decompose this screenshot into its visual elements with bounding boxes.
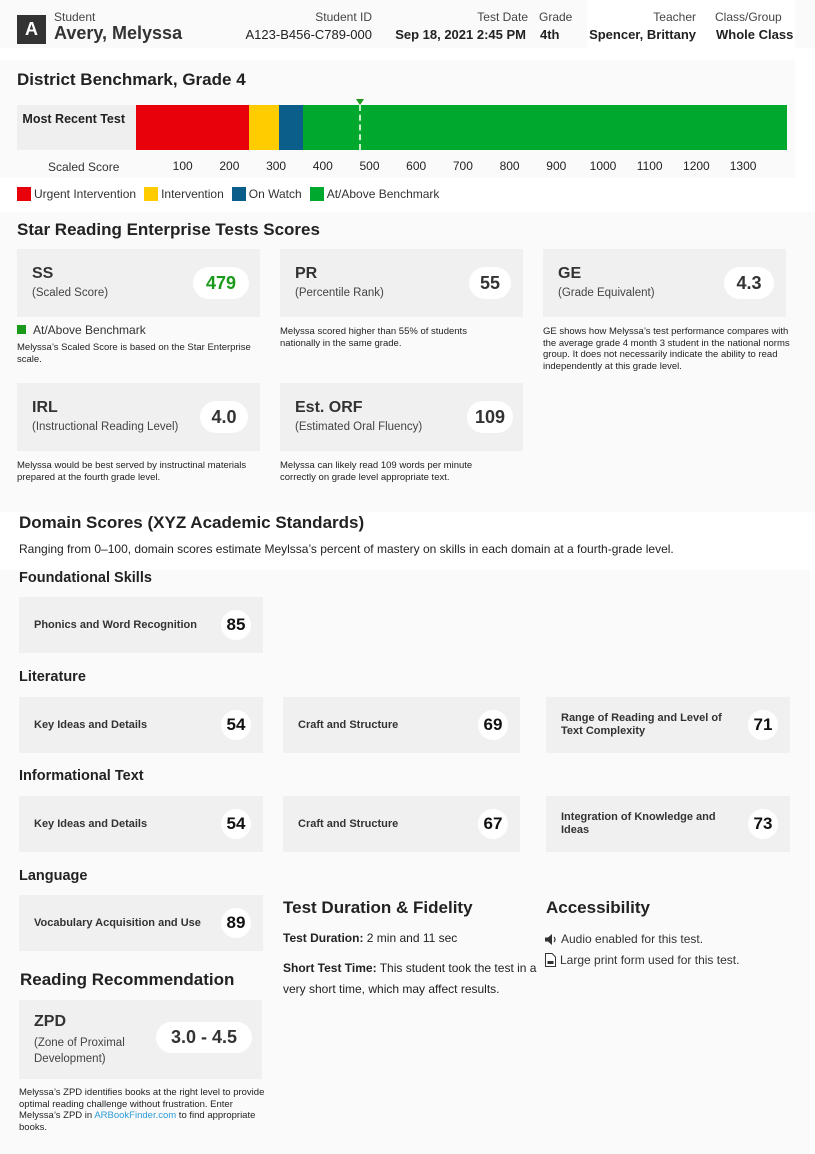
- teacher: Spencer, Brittany: [589, 27, 696, 42]
- domain-label: Integration of Knowledge and Ideas: [561, 811, 716, 836]
- domain-label: Vocabulary Acquisition and Use: [34, 916, 201, 929]
- score-note: Melyssa scored higher than 55% of students nationally in the same grade.: [280, 326, 467, 349]
- domain-description: Ranging from 0–100, domain scores estimate Meylssa’s percent of mastery on skills in each domain at a fourth-grade level.: [19, 542, 674, 556]
- score-abbr: IRL: [32, 399, 58, 416]
- score-abbr: SS: [32, 265, 54, 282]
- avatar: A: [17, 15, 46, 44]
- domain-card: [19, 796, 263, 852]
- axis-tick: 1100: [636, 159, 663, 173]
- test-date: Sep 18, 2021 2:45 PM: [395, 27, 526, 42]
- short-test-text: This student took the test in a very short time, which may affect results.: [283, 961, 537, 996]
- accessibility-text: Large print form used for this test.: [560, 953, 740, 967]
- axis-tick: 1300: [729, 159, 757, 173]
- test-date-label: Test Date: [477, 10, 528, 24]
- domain-score: 67: [478, 809, 508, 839]
- score-note: Melyssa can likely read 109 words per minute correctly on grade level appropriate text.: [280, 460, 473, 483]
- domain-card: [283, 796, 520, 852]
- on-watch-swatch: [232, 187, 246, 201]
- axis-tick: 1000: [589, 159, 617, 173]
- domain-score: 89: [221, 908, 251, 938]
- score-card-pr: [280, 249, 523, 317]
- group-title: Language: [19, 868, 88, 884]
- domain-card: [283, 697, 520, 753]
- arbookfinder-link[interactable]: ARBookFinder.com: [94, 1110, 177, 1121]
- score-value: 4.3: [724, 267, 774, 299]
- speaker-icon: [545, 934, 558, 945]
- axis-tick: 500: [359, 159, 380, 173]
- student-id-label: Student ID: [315, 10, 372, 24]
- group-title: Informational Text: [19, 768, 144, 784]
- domain-score: 69: [478, 710, 508, 740]
- zpd-value: 3.0 - 4.5: [156, 1022, 252, 1053]
- group-title: Literature: [19, 669, 86, 685]
- domain-score: 71: [748, 710, 778, 740]
- score-marker-triangle: [356, 99, 364, 105]
- grade-label: Grade: [539, 10, 573, 24]
- zpd-note-text: Melyssa’s ZPD identifies books at the right level to provide optimal reading challenge without frustration. Enter Melyssa’s ZPD in: [19, 1087, 265, 1121]
- bar-row-label: Most Recent Test: [22, 112, 125, 126]
- class-label: Class/Group: [715, 10, 782, 24]
- score-full: (Scaled Score): [32, 287, 109, 299]
- teacher-label: Teacher: [653, 10, 696, 24]
- zpd-full: [34, 1035, 125, 1067]
- benchmark-status-swatch: [17, 325, 26, 334]
- axis-tick: 200: [219, 159, 240, 173]
- axis-tick: 800: [499, 159, 520, 173]
- domain-card: [19, 697, 263, 753]
- reading-title: Reading Recommendation: [20, 970, 235, 989]
- score-full: (Grade Equivalent): [558, 287, 655, 299]
- domain-score: 73: [748, 809, 778, 839]
- domain-label: Craft and Structure: [298, 817, 399, 830]
- zpd-abbr: ZPD: [34, 1013, 66, 1030]
- domain-label: Key Ideas and Details: [34, 817, 148, 830]
- benchmark-status: At/Above Benchmark: [33, 323, 146, 337]
- domain-label: Key Ideas and Details: [34, 718, 148, 731]
- domain-label: Range of Reading and Level of Text Complexity: [561, 712, 722, 737]
- score-value: 55: [469, 267, 511, 299]
- axis-tick: 600: [406, 159, 427, 173]
- duration-label: Test Duration:: [283, 931, 364, 945]
- axis-tick: 1200: [683, 159, 710, 173]
- score-full: (Instructional Reading Level): [32, 421, 179, 433]
- score-note: GE shows how Melyssa’s test performance compares with the average grade 4 month 3 student in the national norms group. It does not necessarily indicate the ability to read independently at this grade level.: [543, 326, 790, 372]
- domain-score: 54: [221, 809, 251, 839]
- domain-card: [19, 597, 263, 653]
- score-note: Melyssa would be best served by instructinal materials prepared at the fourth grade level.: [17, 460, 247, 483]
- score-card-ge: [543, 249, 786, 317]
- score-card-ss: [17, 249, 260, 317]
- zpd-full-line1: (Zone of Proximal: [34, 1037, 125, 1049]
- axis-tick: 300: [266, 159, 287, 173]
- domain-label: Craft and Structure: [298, 718, 399, 731]
- short-test-note: [283, 958, 538, 1000]
- benchmark-title: District Benchmark, Grade 4: [17, 70, 246, 89]
- short-test-label: Short Test Time:: [283, 961, 377, 975]
- benchmark-swatch: [310, 187, 324, 201]
- legend-label: Urgent Intervention: [34, 187, 137, 201]
- duration-title: Test Duration & Fidelity: [283, 898, 473, 917]
- large-print-icon: [545, 953, 556, 967]
- intervention-swatch: [144, 187, 158, 201]
- legend-label: At/Above Benchmark: [326, 187, 440, 201]
- score-value: 479: [193, 267, 249, 299]
- axis-tick: 400: [312, 159, 333, 173]
- score-full: (Percentile Rank): [295, 287, 384, 299]
- zpd-full-line2: Development): [34, 1053, 106, 1065]
- accessibility-title: Accessibility: [546, 898, 650, 917]
- score-value: 4.0: [200, 401, 248, 433]
- accessibility-item: [545, 953, 739, 967]
- duration-value: 2 min and 11 sec: [366, 931, 458, 945]
- student-name: Avery, Melyssa: [54, 23, 183, 43]
- score-marker-line: [359, 105, 361, 150]
- bar-segment-urgent-intervention: [136, 105, 249, 150]
- urgent-swatch: [17, 187, 31, 201]
- legend-item-urgent: [17, 187, 136, 201]
- score-note: Melyssa’s Scaled Score is based on the Star Enterprise scale.: [17, 342, 251, 365]
- domain-title: Domain Scores (XYZ Academic Standards): [19, 513, 365, 532]
- zpd-note: [19, 1087, 269, 1133]
- score-abbr: GE: [558, 265, 582, 282]
- score-full: (Estimated Oral Fluency): [295, 421, 423, 433]
- domain-score: 85: [221, 610, 251, 640]
- grade: 4th: [540, 27, 560, 42]
- legend-item-benchmark: [310, 187, 440, 201]
- bar-segment-on-watch: [279, 105, 303, 150]
- score-abbr: PR: [295, 265, 318, 282]
- legend-item-intervention: [144, 187, 224, 201]
- bar-segment-at-above-benchmark: [303, 105, 787, 150]
- domain-card: [19, 895, 263, 951]
- student-label: Student: [54, 10, 96, 24]
- legend-item-on-watch: [232, 187, 302, 201]
- legend: [17, 187, 447, 201]
- domain-card: [546, 697, 790, 753]
- duration-line: [283, 928, 457, 949]
- student-id: A123-B456-C789-000: [245, 27, 372, 42]
- domain-score: 54: [221, 710, 251, 740]
- domain-card: [546, 796, 790, 852]
- group-title: Foundational Skills: [19, 570, 152, 586]
- benchmark-bar: [136, 105, 787, 150]
- axis-tick: 700: [452, 159, 473, 173]
- scores-title: Star Reading Enterprise Tests Scores: [17, 220, 320, 239]
- bar-segment-intervention: [249, 105, 279, 150]
- legend-label: Intervention: [161, 187, 224, 201]
- axis-label: Scaled Score: [48, 160, 120, 174]
- axis-tick: 900: [546, 159, 567, 173]
- accessibility-text: Audio enabled for this test.: [561, 932, 704, 946]
- domain-label: Phonics and Word Recognition: [34, 618, 197, 631]
- axis-tick: 100: [172, 159, 193, 173]
- score-card-irl: [17, 383, 260, 451]
- class-group: Whole Class: [716, 27, 794, 42]
- accessibility-item: [545, 932, 703, 946]
- zpd-note-text-end: to find appropriate books.: [19, 1110, 256, 1133]
- score-value: 109: [467, 401, 513, 433]
- score-abbr: Est. ORF: [295, 399, 363, 416]
- score-card-orf: [280, 383, 523, 451]
- legend-label: On Watch: [248, 187, 302, 201]
- axis-ticks: [136, 159, 787, 175]
- zpd-card: [19, 1000, 262, 1079]
